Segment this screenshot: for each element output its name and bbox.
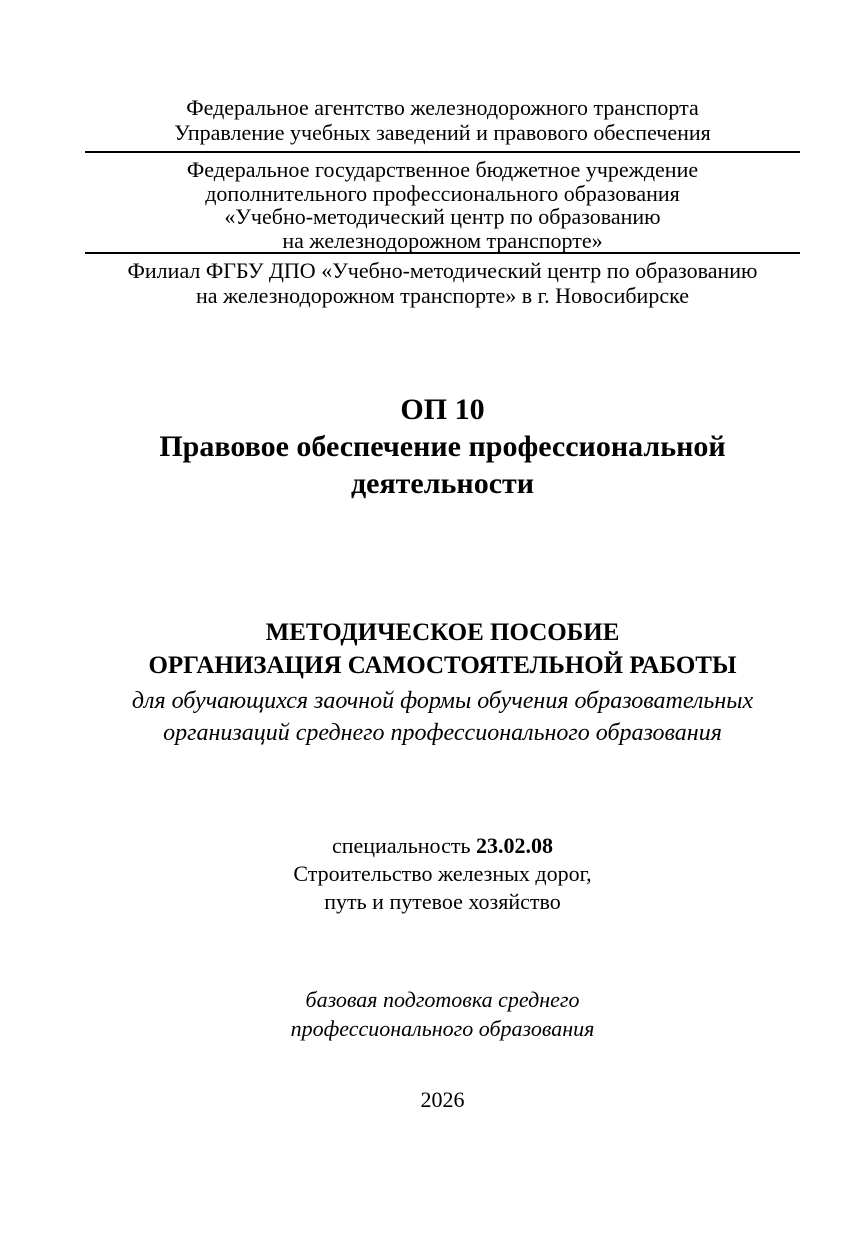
specialty-label: специальность xyxy=(331,833,471,858)
specialty-code: 23.02.08 xyxy=(476,833,554,858)
institution-line: дополнительного профессионального образования xyxy=(205,180,680,206)
agency-name: Федеральное агентство железнодорожного транспорта xyxy=(186,95,699,120)
specialty-code-line xyxy=(85,832,800,860)
manual-audience-line: организаций среднего профессионального образования xyxy=(163,720,722,746)
separator-line-bottom xyxy=(85,252,800,254)
manual-type-heading xyxy=(85,616,800,682)
institution-line: «Учебно-методический центр по образованию xyxy=(224,204,661,229)
course-title-line: Правовое обеспечение профессиональной xyxy=(159,430,726,463)
institution-line: Федеральное государственное бюджетное учреждение xyxy=(186,157,699,182)
institution-line: на железнодорожном транспорте» xyxy=(282,227,603,253)
separator-line-top xyxy=(85,151,800,153)
branch-header xyxy=(85,258,800,308)
agency-header xyxy=(85,95,800,145)
preparation-line: профессионального образования xyxy=(290,1016,595,1041)
manual-type-line: ОРГАНИЗАЦИЯ САМОСТОЯТЕЛЬНОЙ РАБОТЫ xyxy=(148,652,737,679)
course-title-line: деятельности xyxy=(350,467,535,500)
preparation-line: базовая подготовка среднего xyxy=(305,987,580,1012)
branch-line: Филиал ФГБУ ДПО «Учебно-методический центр по образованию xyxy=(127,258,758,283)
publication-year: 2026 xyxy=(420,1087,465,1112)
specialty-block xyxy=(85,832,800,916)
agency-department: Управление учебных заведений и правового обеспечения xyxy=(174,120,711,145)
course-title xyxy=(85,391,800,502)
course-code: ОП 10 xyxy=(400,393,485,426)
branch-line: на железнодорожном транспорте» в г. Новосибирске xyxy=(195,283,689,308)
manual-audience-line: для обучающихся заочной формы обучения образовательных xyxy=(131,688,754,714)
manual-audience xyxy=(85,685,800,749)
manual-type-line: МЕТОДИЧЕСКОЕ ПОСОБИЕ xyxy=(265,619,620,646)
specialty-name-line: Строительство железных дорог, xyxy=(293,861,592,886)
specialty-name-line: путь и путевое хозяйство xyxy=(324,889,561,914)
preparation-level xyxy=(85,985,800,1043)
institution-header xyxy=(85,158,800,252)
